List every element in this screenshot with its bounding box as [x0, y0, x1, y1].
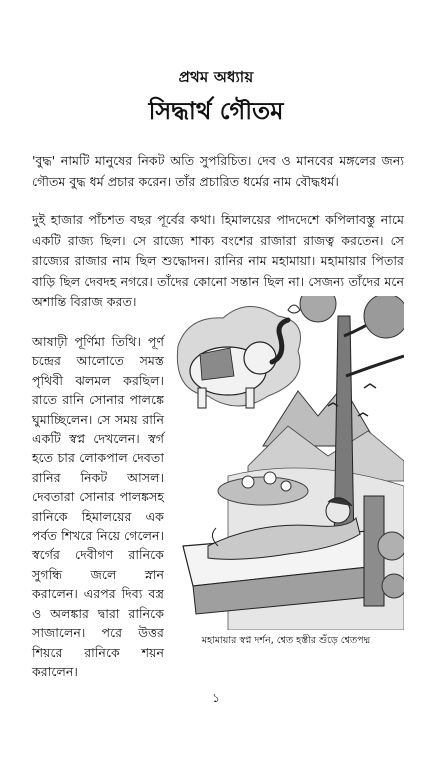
page-title: সিদ্ধার্থ গৌতম — [148, 97, 284, 125]
paragraph-kingdom: দুই হাজার পাঁচশত বছর পূর্বের কথা। হিমালয়ের পাদদেশে কপিলাবস্তু নামে একটি রাজ্য ছিল। সে রাজ্যে শাক্য বংশের রাজারা রাজত্ব করতেন। সে রাজ্যের রাজার নাম ছিল শুদ্ধোদন। রানির নাম মহামায়া। মহামায়ার পিতার বাড়ি ছিল দেবদহ নগরে। তাঁদের কোনো সন্তান ছিল না। সেজন্য তাঁদের মনে অশান্তি বিরাজ করত। — [32, 212, 404, 309]
paragraph-dream: আষাঢ়ী পূর্ণিমা তিথি। পূর্ণ চন্দ্রের আলোতে সমস্ত পৃথিবী ঝলমল করছিল। রাতে রানি সোনার পালঙ্কে ঘুমাচ্ছিলেন। সে সময় রানি একটি স্বপ্ন দেখলেন। স্বর্গ হতে চার লোকপাল দেবতা রানির নিকট আসল। দেবতারা সোনার পালঙ্কসহ রানিকে হিমালয়ের এক পর্বত শিখরে নিয়ে গেলেন। স্বর্গের দেবীগণ রানিকে সুগন্ধি জলে স্নান করালেন। এরপর দিব্য বস্ত্র ও অলঙ্কার দ্বারা রানিকে সাজালেন। পরে উত্তর শিয়রে রানিকে শয়ন করালেন। — [32, 334, 164, 679]
chapter-heading: প্রথম অধ্যায় — [178, 68, 254, 86]
paragraph-intro: 'বুদ্ধ' নামটি মানুষের নিকট অতি সুপরিচিত। দেব ও মানবের মঙ্গলের জন্য গৌতম বুদ্ধ ধর্ম প্রচার করেন। তাঁর প্রচারিত ধর্মের নাম বৌদ্ধধর্ম। — [32, 153, 404, 189]
figure-caption: মহামায়ার স্বপ্ন দর্শন, শ্বেত হস্তীর শুঁড়ে শ্বেতপদ্ম — [201, 635, 371, 646]
page-number: ১ — [212, 691, 220, 705]
illustration-mahamaya-dream — [168, 296, 404, 630]
